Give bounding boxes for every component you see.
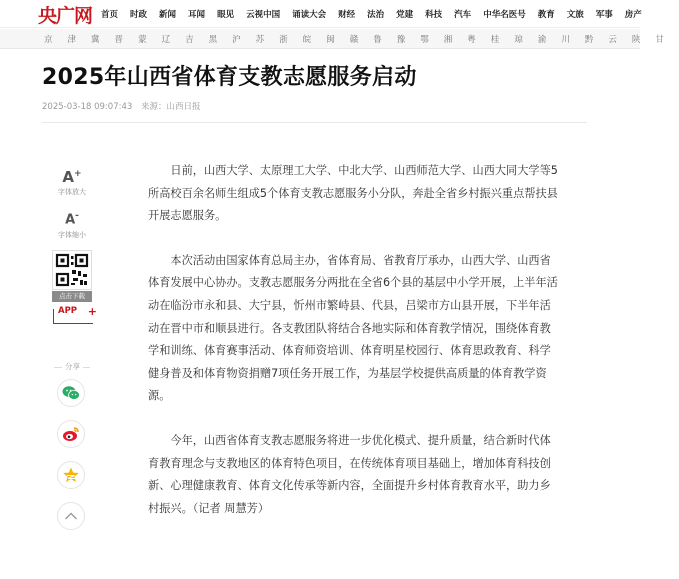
paragraph-line: 新、心理健康教育、体育文化传承等新内容，全面提升乡村体育教育水平，助力乡 xyxy=(148,479,551,493)
nav-item[interactable]: 首页 xyxy=(101,10,119,20)
province-link[interactable]: 豫 xyxy=(396,35,406,45)
article-paragraph xyxy=(148,430,586,520)
paragraph-line: 健身普及和体育物资捐赠7项任务开展工作，为基层学校提供高质量的体育教学资 xyxy=(148,366,547,380)
paragraph-line: 日前，山西大学、太原理工大学、中北大学、山西师范大学、山西大同大学等5 xyxy=(170,164,558,177)
paragraph-line: 本次活动由国家体育总局主办，省体育局、省教育厅承办，山西大学、山西省 xyxy=(170,253,551,267)
article-paragraph xyxy=(148,250,586,408)
article-body xyxy=(148,160,586,542)
font-decrease-icon: A- xyxy=(65,211,79,228)
province-link[interactable]: 冀 xyxy=(91,35,100,45)
paragraph-line: 开展志愿服务。 xyxy=(148,209,227,223)
nav-item[interactable]: 军事 xyxy=(595,10,613,20)
source-label: 来源： xyxy=(140,102,167,112)
qzone-icon xyxy=(62,466,80,484)
province-link[interactable]: 渝 xyxy=(537,35,547,45)
site-logo[interactable] xyxy=(38,3,92,25)
province-link[interactable]: 晋 xyxy=(114,35,124,45)
top-nav-bar xyxy=(0,0,640,28)
nav-item[interactable]: 文旅 xyxy=(566,10,584,20)
back-to-top-icon xyxy=(64,511,78,521)
font-increase-icon: A+ xyxy=(62,168,82,186)
source-name: 山西日报 xyxy=(166,102,201,112)
nav-item[interactable]: 财经 xyxy=(338,10,356,20)
nav-item[interactable]: 眼见 xyxy=(217,10,235,20)
article-meta xyxy=(42,100,207,112)
paragraph-line: 学和训练、体育赛事活动、体育师资培训、体育明星校园行、体育思政教育、科学 xyxy=(148,344,551,358)
province-link[interactable]: 吉 xyxy=(185,35,194,45)
nav-item[interactable]: 科技 xyxy=(425,10,443,20)
header-divider xyxy=(42,122,587,123)
province-link[interactable]: 赣 xyxy=(349,35,359,45)
nav-item[interactable]: 汽车 xyxy=(454,10,472,20)
nav-item[interactable]: 耳闻 xyxy=(188,10,206,20)
font-decrease-button[interactable] xyxy=(52,208,92,240)
qr-code-icon xyxy=(53,251,91,289)
share-label: 分享 xyxy=(62,361,83,372)
article-paragraph xyxy=(148,160,586,228)
wechat-icon xyxy=(62,385,80,401)
nav-item[interactable]: 教育 xyxy=(537,10,555,20)
province-link[interactable]: 浙 xyxy=(279,35,288,45)
font-decrease-label: 字体缩小 xyxy=(58,231,86,240)
share-qzone-button[interactable] xyxy=(57,461,85,489)
province-link[interactable]: 京 xyxy=(44,35,53,45)
paragraph-line: 体育发展中心协办。支教志愿服务分两批在全省6个县的基层中小学开展，上半年活 xyxy=(148,276,558,290)
font-increase-button[interactable] xyxy=(52,166,92,197)
nav-item[interactable]: 中华名医号 xyxy=(483,10,526,20)
province-link[interactable]: 粤 xyxy=(467,35,476,45)
nav-item[interactable]: 新闻 xyxy=(159,10,177,20)
province-link[interactable]: 津 xyxy=(67,35,77,45)
qr-download-label[interactable]: 点击下载 xyxy=(52,291,92,302)
share-wechat-button[interactable] xyxy=(57,379,85,407)
province-link[interactable]: 陕 xyxy=(631,35,641,45)
article-date: 2025-03-18 09:07:43 xyxy=(42,102,133,112)
province-bar xyxy=(0,29,664,49)
province-link[interactable]: 苏 xyxy=(255,35,265,45)
province-link[interactable]: 辽 xyxy=(161,35,171,45)
province-link[interactable]: 沪 xyxy=(232,35,241,45)
article-title: 2025年山西省体育支教志愿服务启动 xyxy=(42,65,417,90)
province-link[interactable]: 琼 xyxy=(514,35,523,45)
paragraph-line: 村振兴。（记者 周慧芳） xyxy=(148,501,270,515)
province-link[interactable]: 鄂 xyxy=(420,35,429,45)
nav-item[interactable]: 房产 xyxy=(624,10,642,20)
province-link[interactable]: 川 xyxy=(561,35,570,45)
nav-item[interactable]: 诵读大会 xyxy=(292,10,327,20)
nav-item[interactable]: 云视中国 xyxy=(246,10,281,20)
app-plus-icon: + xyxy=(87,305,97,318)
province-link[interactable]: 鲁 xyxy=(373,35,382,45)
share-weibo-button[interactable] xyxy=(57,420,85,448)
nav-item[interactable]: 法治 xyxy=(367,10,385,20)
province-link[interactable]: 湘 xyxy=(443,35,453,45)
main-nav xyxy=(101,0,654,28)
paragraph-line: 源。 xyxy=(148,389,171,403)
nav-item[interactable]: 党建 xyxy=(396,10,414,20)
province-link[interactable]: 蒙 xyxy=(138,35,147,45)
province-link[interactable]: 甘 xyxy=(655,35,664,45)
font-increase-label: 字体放大 xyxy=(58,188,86,196)
weibo-icon xyxy=(62,426,80,442)
paragraph-line: 育教育理念与支教地区的体育特色项目，在传统体育项目基础上，增加体育科技创 xyxy=(148,456,551,470)
back-to-top-button[interactable] xyxy=(57,502,85,530)
province-link[interactable]: 闽 xyxy=(326,35,335,45)
paragraph-line: 动在晋中市和顺县进行。各支教团队将结合各地实际和体育教学情况，围绕体育教 xyxy=(148,321,551,335)
paragraph-line: 所高校百余名师生组成5个体育支教志愿服务小分队，奔赴全省乡村振兴重点帮扶县 xyxy=(148,186,558,200)
paragraph-line: 动在临汾市永和县、大宁县，忻州市繁峙县、代县，吕梁市方山县开展，下半年活 xyxy=(148,298,551,312)
article-source xyxy=(141,102,201,112)
qr-code[interactable] xyxy=(52,250,92,290)
province-link[interactable]: 桂 xyxy=(490,35,500,45)
province-link[interactable]: 皖 xyxy=(302,35,312,45)
app-download-badge[interactable] xyxy=(53,305,97,324)
paragraph-line: 今年，山西省体育支教志愿服务将进一步优化模式、提升质量，结合新时代体 xyxy=(170,433,551,447)
nav-item[interactable]: 时政 xyxy=(130,10,148,20)
province-link[interactable]: 云 xyxy=(608,35,617,45)
province-link[interactable]: 黔 xyxy=(584,35,594,45)
site-logo-text: 央广网 xyxy=(38,4,93,27)
province-link[interactable]: 黑 xyxy=(208,35,218,45)
province-list xyxy=(44,29,679,49)
app-label: APP xyxy=(58,306,78,316)
